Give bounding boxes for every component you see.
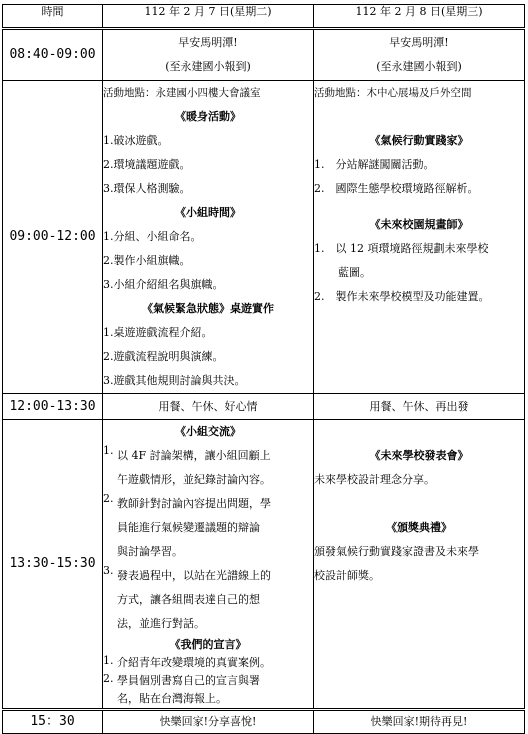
list-item: 2.遊戲流程說明與演練。 <box>103 350 224 363</box>
list-item: 1.桌遊遊戲流程介紹。 <box>103 326 213 339</box>
list-item: 2.環境議題遊戲。 <box>103 158 191 171</box>
list-item: 1. 介紹青年改變環境的真實案例。 <box>103 654 271 669</box>
row-checkin <box>3 29 525 81</box>
list-item: 2. 製作未來學校模型及功能建置。 <box>314 290 490 303</box>
section-title: 《我們的宣言》 <box>169 638 247 651</box>
checkin-note: (至永建國小報到) <box>376 60 462 73</box>
day2-morning <box>314 81 525 394</box>
section-title: 《頒獎典禮》 <box>386 521 452 534</box>
header-time: 時間 <box>3 5 103 29</box>
list-item: 1. 以 12 項環境路徑規劃未來學校 <box>314 242 489 255</box>
section-title: 《未來校園規畫師》 <box>369 218 469 231</box>
day2-lunch: 用餐、午休、再出發 <box>314 394 525 420</box>
section-title: 《未來學校發表會》 <box>369 449 469 462</box>
day1-morning <box>103 81 314 394</box>
time-cell: 08:40-09:00 <box>3 29 103 81</box>
venue: 活動地點：木中心展場及戶外空間 <box>314 87 472 99</box>
venue: 活動地點：永建國小四樓大會議室 <box>103 87 261 99</box>
list-item: 2. 教師針對討論內容提出問題，學 員能進行氣候變遷議題的辯論 與討論學習。 <box>103 492 271 558</box>
day1-afternoon <box>103 420 314 710</box>
list-item: 2.製作小組旗幟。 <box>103 254 191 267</box>
section-text: 校設計師獎。 <box>314 569 380 582</box>
list-item: 1.破冰遊戲。 <box>103 134 169 147</box>
list-item: 3.環保人格測驗。 <box>103 182 191 195</box>
checkin-note: (至永建國小報到) <box>165 60 251 73</box>
section-title: 《暖身活動》 <box>175 110 241 123</box>
section-text: 頒發氣候行動實踐家證書及未來學 <box>314 545 479 558</box>
list-item: 1. 以 4F 討論架構，讓小組回顧上 午遊戲情形，並紀錄討論內容。 <box>103 444 271 486</box>
row-morning <box>3 81 525 394</box>
time-cell: 12:00-13:30 <box>3 394 103 420</box>
day2-afternoon <box>314 420 525 710</box>
section-title: 《小組交流》 <box>175 425 241 438</box>
list-item: 3. 發表過程中，以站在光譜線上的 方式，讓各組間表達自己的想 法，並進行對話。 <box>103 564 271 630</box>
day1-dismiss: 快樂回家!分享喜悅! <box>103 710 314 734</box>
day2-checkin <box>314 29 525 81</box>
header-row <box>3 5 525 29</box>
schedule-table <box>2 4 525 734</box>
list-item: 3.遊戲其他規則討論與共決。 <box>103 374 246 387</box>
greeting: 早安馬明潭! <box>178 36 238 49</box>
header-day2: 112 年 2 月 8 日(星期三) <box>314 5 525 29</box>
day1-checkin <box>103 29 314 81</box>
section-title: 《小組時間》 <box>175 206 241 219</box>
section-title: 《氣候行動實踐家》 <box>369 134 469 147</box>
row-afternoon <box>3 420 525 710</box>
list-item-continued: 藍圖。 <box>338 266 371 279</box>
list-item: 2. 學員個別書寫自己的宣言與署 名，貼在台灣海報上。 <box>103 672 260 705</box>
list-item: 3.小組介紹組名與旗幟。 <box>103 278 224 291</box>
section-title: 《氣候緊急狀態》桌遊實作 <box>142 302 274 315</box>
row-lunch <box>3 394 525 420</box>
list-item: 2. 國際生態學校環境路徑解析。 <box>314 182 479 195</box>
list-item: 1. 分站解謎闖關活動。 <box>314 158 435 171</box>
time-cell: 15：30 <box>3 710 103 734</box>
list-item: 1.分組、小組命名。 <box>103 230 202 243</box>
greeting: 早安馬明潭! <box>389 36 449 49</box>
day2-dismiss: 快樂回家!期待再見! <box>314 710 525 734</box>
row-dismiss <box>3 710 525 734</box>
time-cell: 09:00-12:00 <box>3 81 103 394</box>
section-text: 未來學校設計理念分享。 <box>314 473 435 486</box>
time-cell: 13:30-15:30 <box>3 420 103 710</box>
day1-lunch: 用餐、午休、好心情 <box>103 394 314 420</box>
header-day1: 112 年 2 月 7 日(星期二) <box>103 5 314 29</box>
